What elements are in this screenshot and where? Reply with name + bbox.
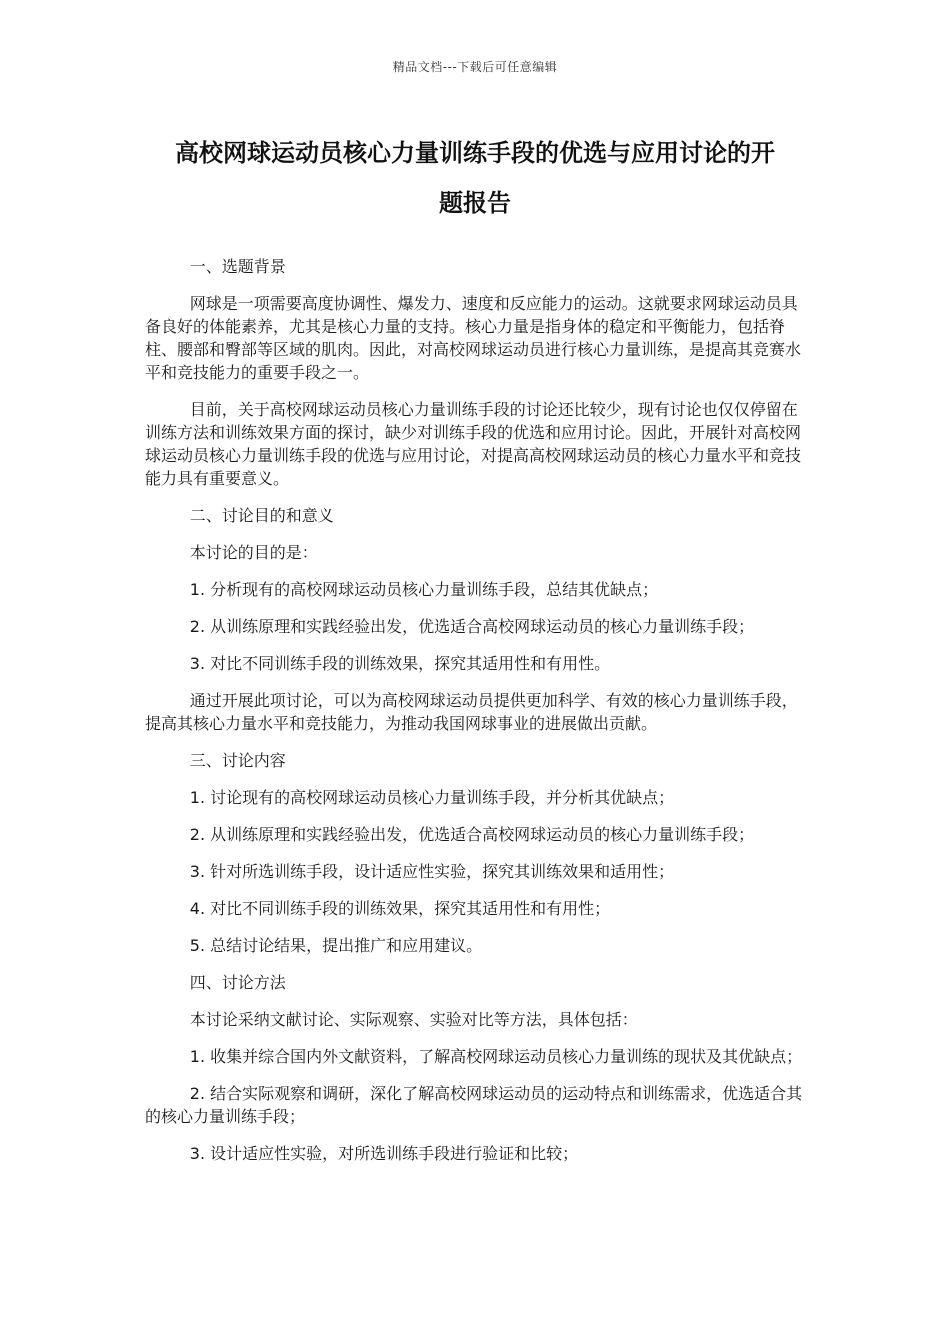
body-paragraph: 通过开展此项讨论，可以为高校网球运动员提供更加科学、有效的核心力量训练手段，提高其核心力量水平和竞技能力，为推动我国网球事业的进展做出贡献。 [145,691,798,733]
document-body [145,255,807,1179]
list-item: 1. 收集并综合国内外文献资料，了解高校网球运动员核心力量训练的现状及其优缺点； [189,1047,803,1066]
document-title-line-1: 高校网球运动员核心力量训练手段的优选与应用讨论的开 [175,139,775,167]
section-heading-method: 四、讨论方法 [189,973,286,992]
section-heading-content: 三、讨论内容 [189,751,286,770]
section-heading-purpose: 二、讨论目的和意义 [189,506,334,525]
section-heading-background: 一、选题背景 [189,257,286,276]
list-item: 5. 总结讨论结果，提出推广和应用建议。 [189,936,483,955]
list-item: 2. 从训练原理和实践经验出发，优选适合高校网球运动员的核心力量训练手段； [189,617,755,636]
list-item: 3. 设计适应性实验，对所选训练手段进行验证和比较； [189,1144,579,1163]
body-paragraph: 网球是一项需要高度协调性、爆发力、速度和反应能力的运动。这就要求网球运动员具备良好的体能素养，尤其是核心力量的支持。核心力量是指身体的稳定和平衡能力，包括脊柱、腰部和臀部等区域的肌肉。因此，对高校网球运动员进行核心力量训练，是提高其竞赛水平和竞技能力的重要手段之一。 [145,294,802,382]
body-paragraph: 本讨论的目的是： [189,543,318,562]
document-title [130,128,820,228]
list-item: 2. 从训练原理和实践经验出发，优选适合高校网球运动员的核心力量训练手段； [189,825,755,844]
page-header-note: 精品文档---下载后可任意编辑 [392,60,558,74]
document-title-line-2: 题报告 [439,189,511,217]
list-item: 1. 讨论现有的高校网球运动员核心力量训练手段，并分析其优缺点； [189,788,675,807]
list-item: 4. 对比不同训练手段的训练效果，探究其适用性和有用性； [189,899,611,918]
body-paragraph: 目前，关于高校网球运动员核心力量训练手段的讨论还比较少，现有讨论也仅仅停留在训练方法和训练效果方面的探讨，缺少对训练手段的优选和应用讨论。因此，开展针对高校网球运动员核心力量训练手段的优选与应用讨论，对提高高校网球运动员的核心力量水平和竞技能力具有重要意义。 [145,400,802,488]
list-item: 1. 分析现有的高校网球运动员核心力量训练手段，总结其优缺点； [189,580,659,599]
list-item: 3. 针对所选训练手段，设计适应性实验，探究其训练效果和适用性； [189,862,675,881]
body-paragraph: 本讨论采纳文献讨论、实际观察、实验对比等方法，具体包括： [189,1010,638,1029]
list-item: 3. 对比不同训练手段的训练效果，探究其适用性和有用性。 [189,654,611,673]
list-item: 2. 结合实际观察和调研，深化了解高校网球运动员的运动特点和训练需求，优选适合其的核心力量训练手段； [145,1084,803,1126]
